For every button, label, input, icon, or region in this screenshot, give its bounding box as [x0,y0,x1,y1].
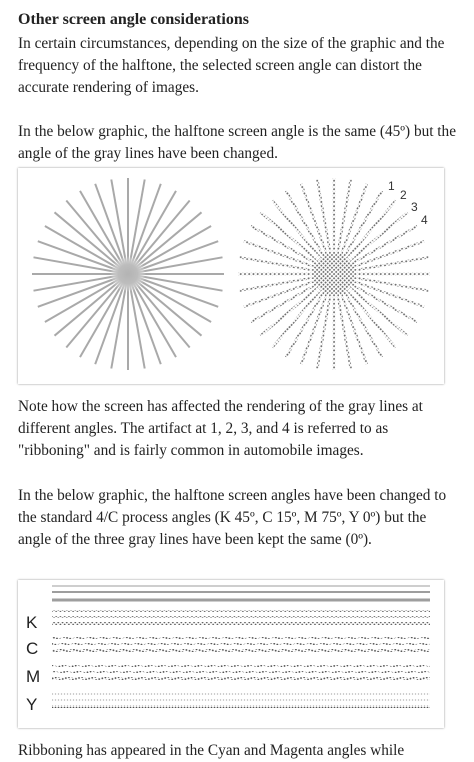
k-line-3 [52,622,430,625]
channel-label-y: Y [26,695,38,714]
starburst-svg [18,168,444,384]
y-line-1 [52,693,430,695]
channel-label-k: K [26,613,38,632]
k-line-1 [52,610,430,612]
starburst-center [314,254,354,294]
cmyk-lines-svg [18,580,444,728]
figure-starburst-comparison [18,168,444,384]
figure-cmyk-lines [18,580,444,728]
section-heading: Other screen angle considerations [18,11,249,28]
ribbon-label-4: 4 [421,213,428,227]
c-line-3 [52,649,430,652]
paragraph-graphic-description: In the below graphic, the halftone screen angle is the same (45º) but the angle of the gray lines have been changed. [18,123,457,162]
y-line-2 [52,699,430,701]
m-line-1 [52,665,430,667]
c-line-2 [52,643,430,645]
k-line-2 [52,616,430,618]
ribbon-label-3: 3 [411,200,418,214]
ribbon-label-1: 1 [388,179,395,193]
y-line-3 [52,705,430,708]
c-line-1 [52,637,430,639]
m-line-3 [52,677,430,680]
ribbon-label-2: 2 [400,188,407,202]
m-line-2 [52,671,430,673]
paragraph-ribboning-note: Note how the screen has affected the rendering of the gray lines at different angles. The artifact at 1, 2, 3, and 4 is referred to as "ribboning" and is fairly common in automobile images. [18,398,423,459]
channel-label-m: M [26,667,41,686]
paragraph-ribboning-cm: Ribboning has appeared in the Cyan and Magenta angles while [18,742,405,759]
paragraph-intro: In certain circumstances, depending on the size of the graphic and the frequency of the halftone, the selected screen angle can distort the accurate rendering of images. [18,35,445,96]
channel-label-c: C [26,639,39,658]
starburst-halftone [238,178,430,370]
starburst-center [110,256,146,292]
starburst-smooth [32,178,224,370]
paragraph-process-angles: In the below graphic, the halftone screen angles have been changed to the standard 4/C process angles (K 45º, C 15º, M 75º, Y 0º) but the angle of the three gray lines have been kept the same (0º). [18,487,447,548]
